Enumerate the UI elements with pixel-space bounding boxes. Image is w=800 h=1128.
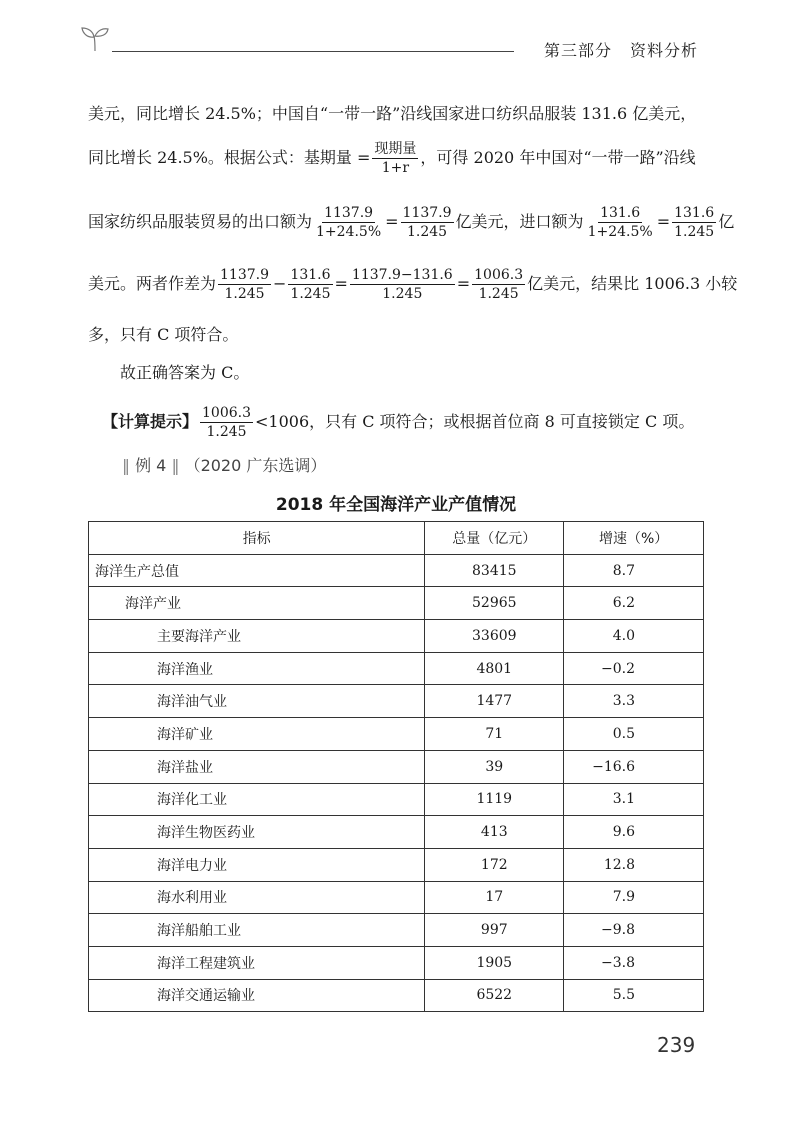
fraction-export: $\frac{1137.9}{1+24.5\%}$	[316, 205, 382, 240]
indicator-cell: 海洋船舶工业	[89, 914, 425, 947]
text-line-1: 美元，同比增长 24.5%；中国自“一带一路”沿线国家进口纺织品服装 131.6 亿美元，	[88, 104, 697, 123]
subject-label: 资料分析	[629, 41, 698, 60]
growth-cell: 5.5	[564, 979, 704, 1012]
page-header	[0, 0, 800, 80]
total-cell: 6522	[425, 979, 564, 1012]
table-row	[89, 783, 704, 816]
indicator-cell: 海洋盐业	[89, 750, 425, 783]
indicator-cell: 海洋化工业	[89, 783, 425, 816]
indicator-cell: 主要海洋产业	[89, 620, 425, 653]
text-line-3: 国家纺织品服装贸易的出口额为 $\frac{1137.9}{1+24.5\%}$ = $\frac{1137.9}{1.245}$ 亿美元，进口额为 $\frac{131.6}{1+24.5\%}$ = $\frac{131.6}{1.245}$ 亿	[88, 205, 735, 240]
header-growth: 增速（%）	[564, 522, 704, 555]
growth-cell: 6.2	[564, 587, 704, 620]
total-cell: 413	[425, 816, 564, 849]
total-cell: 71	[425, 718, 564, 751]
growth-cell: 12.8	[564, 848, 704, 881]
ocean-industry-table	[88, 521, 704, 1012]
fraction-export-simplified: $\frac{1137.9}{1.245}$	[402, 205, 452, 240]
total-cell: 39	[425, 750, 564, 783]
table-row	[89, 685, 704, 718]
base-formula-fraction: $\frac{\text{现期量}}{1+r}$	[374, 141, 417, 176]
indicator-cell: 海水利用业	[89, 881, 425, 914]
text-line-4: 美元。两者作差为 $\frac{1137.9}{1.245}$ − $\frac{131.6}{1.245}$ = $\frac{1137.9-131.6}{1.245}$ = $\frac{1006.3}{1.245}$ 亿美元，结果比 1006.3 小较	[88, 267, 738, 302]
total-cell: 33609	[425, 620, 564, 653]
table-row	[89, 946, 704, 979]
indicator-cell: 海洋产业	[89, 587, 425, 620]
indicator-cell: 海洋电力业	[89, 848, 425, 881]
table-row	[89, 718, 704, 751]
table-row	[89, 554, 704, 587]
text-line-5: 多，只有 C 项符合。	[88, 325, 239, 344]
fraction-import: $\frac{131.6}{1+24.5\%}$	[587, 205, 653, 240]
growth-cell: 0.5	[564, 718, 704, 751]
table-row	[89, 848, 704, 881]
calculation-tip: 【计算提示】 $\frac{1006.3}{1.245}$ <1006，只有 C 项符合；或根据首位商 8 可直接锁定 C 项。	[102, 405, 695, 440]
indicator-cell: 海洋交通运输业	[89, 979, 425, 1012]
total-cell: 4801	[425, 652, 564, 685]
indicator-cell: 海洋生物医药业	[89, 816, 425, 849]
growth-cell: 8.7	[564, 554, 704, 587]
growth-cell: 3.3	[564, 685, 704, 718]
running-head	[544, 38, 698, 61]
table-title: 2018 年全国海洋产业产值情况	[275, 495, 517, 515]
tip-label: 【计算提示】	[102, 412, 199, 431]
answer-line: 故正确答案为 C。	[120, 363, 250, 382]
table-row	[89, 979, 704, 1012]
header-rule	[112, 51, 514, 52]
indicator-cell: 海洋渔业	[89, 652, 425, 685]
header-total: 总量（亿元）	[425, 522, 564, 555]
header-indicator: 指标	[89, 522, 425, 555]
example-source: （2020 广东选调）	[184, 456, 327, 475]
sprout-icon	[80, 26, 110, 52]
text-line-2: 同比增长 24.5%。根据公式：基期量 = $\frac{\text{现期量}}{1+r}$ ，可得 2020 年中国对“一带一路”沿线	[88, 141, 696, 176]
fraction-diff-b: $\frac{131.6}{1.245}$	[290, 267, 331, 302]
example-label: 例 4	[135, 456, 167, 475]
indicator-cell: 海洋矿业	[89, 718, 425, 751]
table-row	[89, 914, 704, 947]
indicator-cell: 海洋工程建筑业	[89, 946, 425, 979]
table-row	[89, 652, 704, 685]
total-cell: 1119	[425, 783, 564, 816]
table-header-row	[89, 522, 704, 555]
tip-fraction: $\frac{1006.3}{1.245}$	[202, 405, 252, 440]
fraction-diff-result: $\frac{1006.3}{1.245}$	[474, 267, 524, 302]
total-cell: 172	[425, 848, 564, 881]
total-cell: 52965	[425, 587, 564, 620]
total-cell: 83415	[425, 554, 564, 587]
growth-cell: −16.6	[564, 750, 704, 783]
growth-cell: −9.8	[564, 914, 704, 947]
total-cell: 1477	[425, 685, 564, 718]
fraction-diff-combined: $\frac{1137.9-131.6}{1.245}$	[351, 267, 453, 302]
table-row	[89, 620, 704, 653]
growth-cell: 9.6	[564, 816, 704, 849]
total-cell: 17	[425, 881, 564, 914]
growth-cell: 4.0	[564, 620, 704, 653]
growth-cell: −0.2	[564, 652, 704, 685]
fraction-import-simplified: $\frac{131.6}{1.245}$	[674, 205, 715, 240]
table-row	[89, 816, 704, 849]
fraction-diff-a: $\frac{1137.9}{1.245}$	[220, 267, 270, 302]
table-row	[89, 750, 704, 783]
indicator-cell: 海洋生产总值	[89, 554, 425, 587]
total-cell: 1905	[425, 946, 564, 979]
growth-cell: −3.8	[564, 946, 704, 979]
section-label: 第三部分	[543, 41, 612, 60]
total-cell: 997	[425, 914, 564, 947]
growth-cell: 3.1	[564, 783, 704, 816]
table-row	[89, 881, 704, 914]
table-row	[89, 587, 704, 620]
example-heading: ‖ 例 4 ‖ （2020 广东选调）	[122, 456, 327, 475]
growth-cell: 7.9	[564, 881, 704, 914]
indicator-cell: 海洋油气业	[89, 685, 425, 718]
page-number: 239	[657, 1033, 696, 1057]
